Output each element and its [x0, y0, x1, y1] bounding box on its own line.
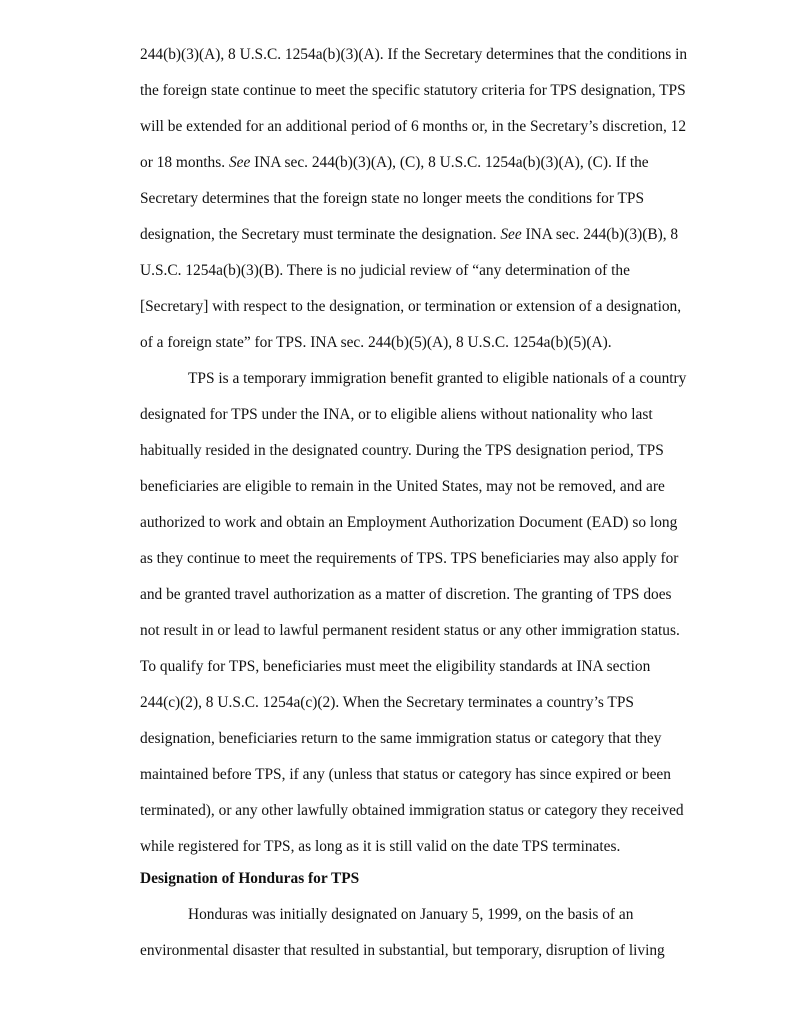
paragraph-2-line-7: and be granted travel authorization as a matter of discretion. The granting of TPS does — [140, 586, 672, 603]
paragraph-2-line-8: not result in or lead to lawful permanent resident status or any other immigration status. — [140, 622, 680, 639]
paragraph-2-line-9: To qualify for TPS, beneficiaries must meet the eligibility standards at INA section — [140, 658, 651, 675]
paragraph-2-line-12: maintained before TPS, if any (unless that status or category has since expired or been — [140, 766, 671, 783]
paragraph-2-line-13: terminated), or any other lawfully obtained immigration status or category they received — [140, 802, 684, 819]
see-citation-signal: See — [228, 154, 251, 171]
line-4-text-a: or 18 months. — [140, 154, 229, 171]
paragraph-2-line-1: TPS is a temporary immigration benefit granted to eligible nationals of a country — [188, 370, 687, 387]
paragraph-1-line-7: U.S.C. 1254a(b)(3)(B). There is no judicial review of “any determination of the — [140, 262, 630, 279]
paragraph-1-line-8: [Secretary] with respect to the designation, or termination or extension of a designation, — [140, 298, 682, 315]
paragraph-1-line-1: 244(b)(3)(A), 8 U.S.C. 1254a(b)(3)(A). If the Secretary determines that the conditions in — [140, 46, 688, 63]
line-4-text-b: INA sec. 244(b)(3)(A), (C), 8 U.S.C. 1254a(b)(3)(A), (C). If the — [250, 154, 649, 171]
paragraph-2-line-2: designated for TPS under the INA, or to eligible aliens without nationality who last — [140, 406, 653, 423]
paragraph-1-line-9: of a foreign state” for TPS. INA sec. 244(b)(5)(A), 8 U.S.C. 1254a(b)(5)(A). — [140, 334, 612, 351]
paragraph-1-line-3: will be extended for an additional period of 6 months or, in the Secretary’s discretion, 12 — [140, 118, 687, 135]
section-heading: Designation of Honduras for TPS — [140, 870, 360, 887]
paragraph-2-line-11: designation, beneficiaries return to the same immigration status or category that they — [140, 730, 662, 747]
paragraph-1-line-5: Secretary determines that the foreign state no longer meets the conditions for TPS — [140, 190, 645, 207]
paragraph-3-line-1: Honduras was initially designated on January 5, 1999, on the basis of an — [188, 906, 634, 923]
paragraph-3-line-2: environmental disaster that resulted in substantial, but temporary, disruption of living — [140, 942, 665, 959]
paragraph-1-line-6 — [140, 225, 678, 245]
paragraph-2-line-6: as they continue to meet the requirements of TPS. TPS beneficiaries may also apply for — [140, 550, 679, 567]
paragraph-2-line-5: authorized to work and obtain an Employment Authorization Document (EAD) so long — [140, 514, 678, 531]
paragraph-2-line-3: habitually resided in the designated country. During the TPS designation period, TPS — [140, 442, 664, 459]
paragraph-1-line-4 — [140, 153, 649, 173]
paragraph-2-line-10: 244(c)(2), 8 U.S.C. 1254a(c)(2). When the Secretary terminates a country’s TPS — [140, 694, 634, 711]
paragraph-2-line-14: while registered for TPS, as long as it is still valid on the date TPS terminates. — [140, 838, 621, 855]
paragraph-1-line-2: the foreign state continue to meet the specific statutory criteria for TPS designation, TPS — [140, 82, 686, 99]
paragraph-2-line-4: beneficiaries are eligible to remain in the United States, may not be removed, and are — [140, 478, 665, 495]
line-6-text-b: INA sec. 244(b)(3)(B), 8 — [521, 226, 679, 243]
line-6-text-a: designation, the Secretary must terminate the designation. — [140, 226, 501, 243]
see-citation-signal: See — [500, 226, 522, 243]
